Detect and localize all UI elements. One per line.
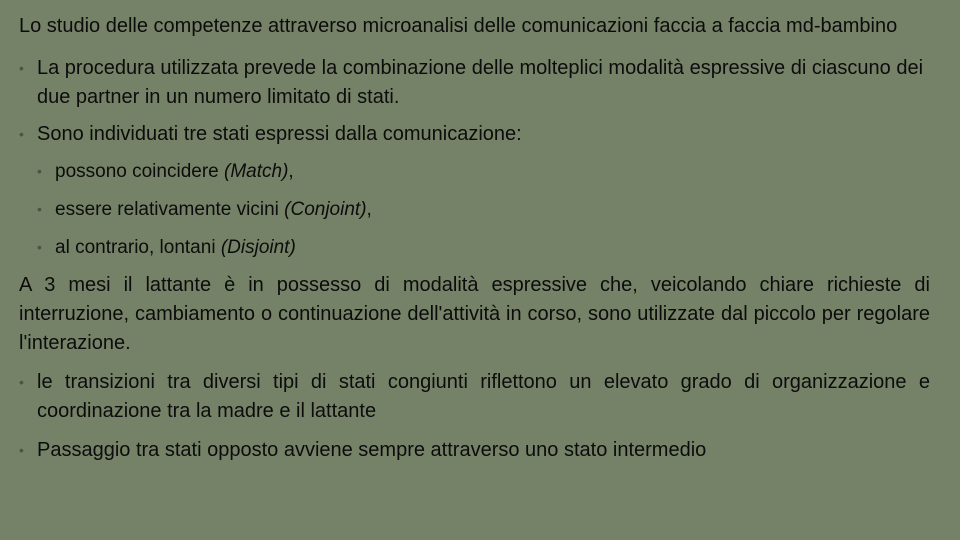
sub-bullet-item: [19, 157, 930, 186]
slide-title: Lo studio delle competenze attraverso microanalisi delle comunicazioni faccia a faccia md-bambino: [19, 15, 898, 37]
sub-bullet-term: (Conjoint): [284, 199, 367, 220]
bullet-item: [19, 120, 930, 149]
body-paragraph: A 3 mesi il lattante è in possesso di modalità espressive che, veicolando chiare richieste di interruzione, cambiamento o continuazione dell'attività in corso, sono utilizzate dal piccolo per regolare l'interazione.: [19, 274, 930, 354]
bullet-icon: •: [37, 201, 42, 217]
sub-bullet-suffix: ,: [288, 161, 294, 182]
bullet-icon: •: [19, 126, 24, 142]
bullet-text: Passaggio tra stati opposto avviene sempre attraverso uno stato intermedio: [37, 439, 707, 461]
sub-bullet-text: essere relativamente vicini: [55, 199, 285, 220]
sub-bullet-term: (Match): [224, 161, 289, 182]
bullet-icon: •: [37, 163, 42, 179]
sub-bullet-term: (Disjoint): [220, 237, 296, 258]
bullet-item: [19, 54, 930, 112]
bullet-icon: •: [19, 60, 24, 76]
bullet-item: [19, 436, 930, 465]
bullet-text: La procedura utilizzata prevede la combinazione delle molteplici modalità espressive di ciascuno dei due partner in un numero limitato di stati.: [37, 57, 924, 108]
bullet-icon: •: [19, 442, 24, 458]
sub-bullet-text: al contrario, lontani: [55, 237, 221, 258]
bullet-text: Sono individuati tre stati espressi dalla comunicazione:: [37, 123, 522, 145]
bullet-icon: •: [37, 239, 42, 255]
bullet-text: le transizioni tra diversi tipi di stati congiunti riflettono un elevato grado di organizzazione e coordinazione tra la madre e il lattante: [37, 371, 930, 422]
sub-bullet-item: [19, 195, 930, 224]
sub-bullet-suffix: ,: [366, 199, 372, 220]
bullet-icon: •: [19, 374, 24, 390]
sub-bullet-item: [19, 233, 930, 262]
sub-bullet-text: possono coincidere: [55, 161, 224, 182]
bullet-item: [19, 368, 930, 426]
